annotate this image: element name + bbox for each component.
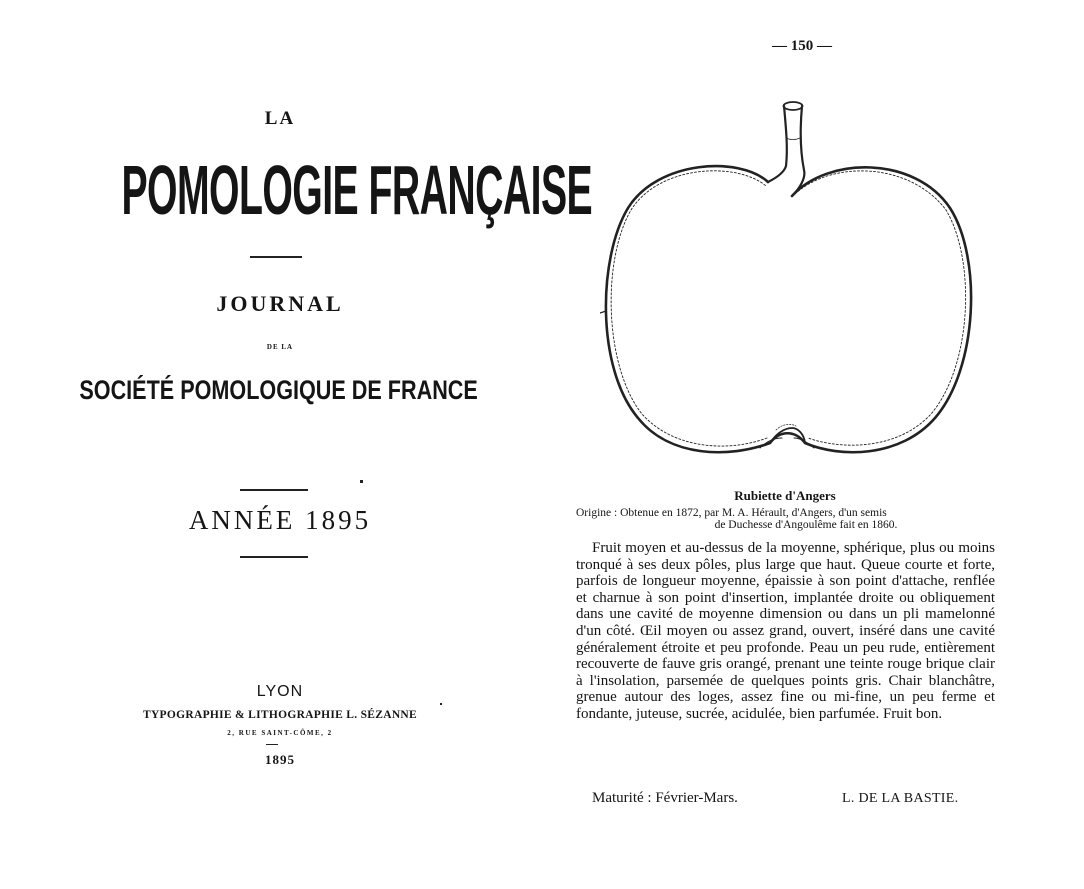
de-la-label: DE LA bbox=[266, 343, 294, 351]
fruit-name: Rubiette d'Angers bbox=[734, 488, 836, 503]
year-heading: ANNÉE 1895 bbox=[188, 505, 372, 535]
address: 2, RUE SAINT-CÔME, 2 bbox=[227, 729, 333, 737]
origin-line: Origine : Obtenue en 1872, par M. A. Hérault, d'Angers, d'un semis bbox=[576, 507, 887, 519]
printer: TYPOGRAPHIE & LITHOGRAPHIE L. SÉZANNE bbox=[142, 709, 418, 721]
journal-label: JOURNAL bbox=[216, 291, 344, 316]
publication-year: 1895 bbox=[265, 752, 295, 767]
origin-line: de Duchesse d'Angoulême fait en 1860. bbox=[714, 519, 898, 531]
fruit-page bbox=[560, 0, 1084, 889]
apple-illustration bbox=[600, 98, 980, 468]
fruit-description: Fruit moyen et au-dessus de la moyenne, sphérique, plus ou moins tronqué à ses deux pôles, plus large que haut. Queue courte et forte, parfois de longueur moyenne, épaissie à son point d'attache, renflée et charnue à son point d'insertion, implantée droite ou obliquement dans une cavité de moyenne dimension ou dans un pli mamelonné d'un côté. Œil moyen ou assez grand, ouvert, inséré dans une cavité généralement étroite et peu profonde. Peau un peu rude, entièrement recouverte de fauve gris orangé, prenant une teinte rouge brique clair à l'insolation, parsemée de quelques points gris. Chair blanchâtre, grenue autour des loges, assez fine ou mi-fine, un peu ferme et fondante, juteuse, sucrée, acidulée, bien parfumée. Fruit bon. bbox=[576, 540, 995, 722]
print-speck bbox=[360, 480, 363, 483]
divider bbox=[240, 556, 308, 558]
city: LYON bbox=[256, 683, 304, 700]
origin-note bbox=[576, 507, 996, 531]
author-signature: L. DE LA BASTIE. bbox=[842, 791, 959, 806]
divider bbox=[240, 489, 308, 491]
title-article: LA bbox=[264, 108, 296, 129]
divider bbox=[250, 256, 302, 258]
page-number: — 150 — bbox=[772, 38, 832, 54]
journal-title: POMOLOGIE FRANÇAISE bbox=[121, 151, 593, 229]
print-speck bbox=[440, 703, 442, 705]
maturity: Maturité : Février-Mars. bbox=[592, 790, 738, 806]
society-name: SOCIÉTÉ POMOLOGIQUE DE FRANCE bbox=[79, 375, 478, 405]
divider bbox=[266, 744, 278, 745]
